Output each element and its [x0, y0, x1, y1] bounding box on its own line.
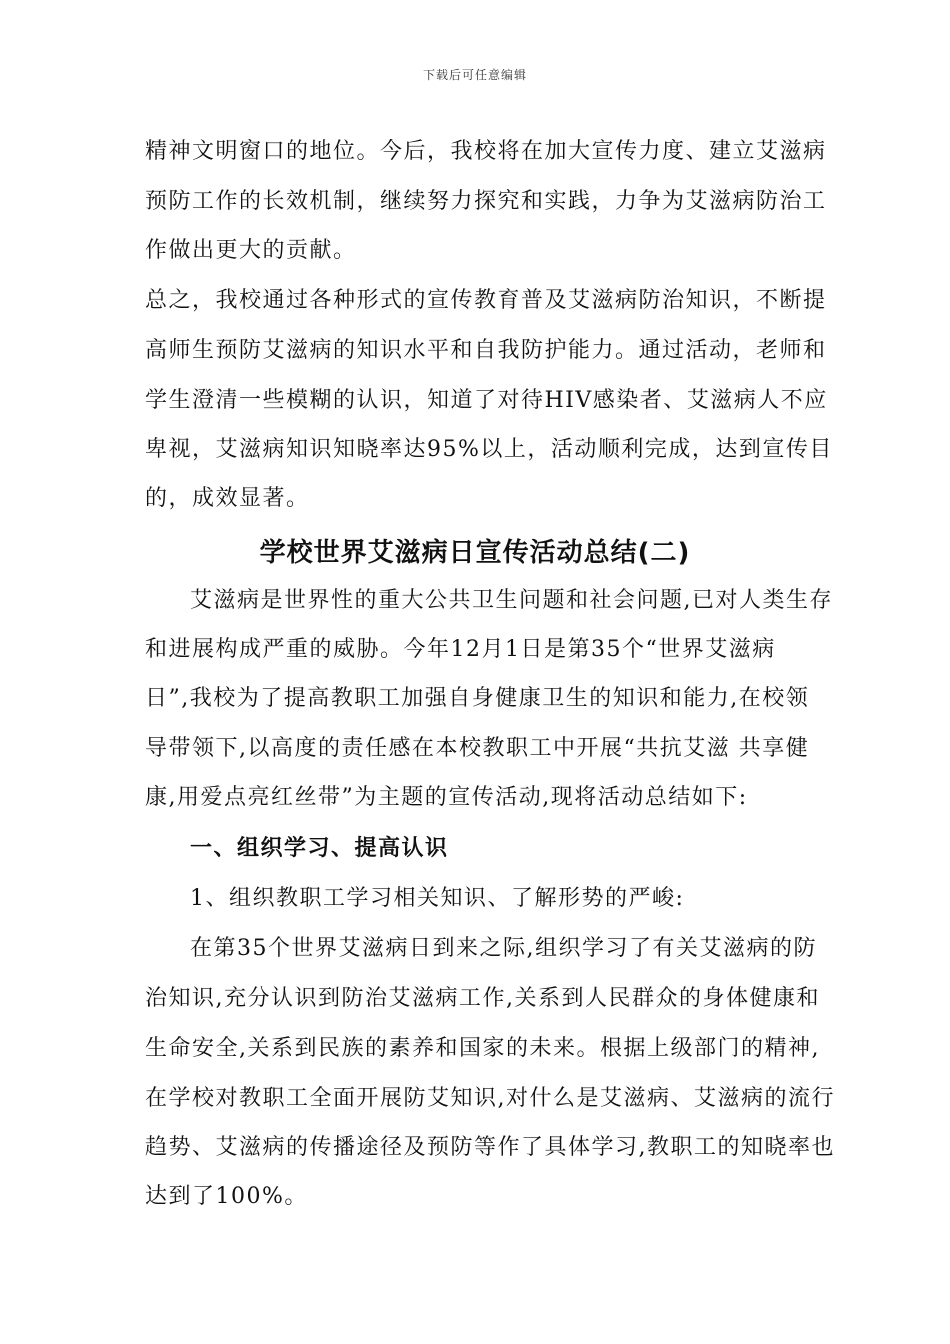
paragraph-line: 精神文明窗口的地位。今后，我校将在加大宣传力度、建立艾滋病 [145, 139, 827, 164]
paragraph-line: 卑视，艾滋病知识知晓率达95%以上，活动顺利完成，达到宣传目 [145, 437, 833, 462]
sub-heading: 1、组织教职工学习相关知识、了解形势的严峻: [190, 886, 685, 911]
section-heading: 一、组织学习、提高认识 [190, 836, 449, 861]
paragraph-line: 在学校对教职工全面开展防艾知识,对什么是艾滋病、艾滋病的流行 [145, 1086, 835, 1111]
paragraph-line: 日”,我校为了提高教职工加强自身健康卫生的知识和能力,在校领 [145, 686, 810, 711]
page-header: 下载后可任意编辑 [422, 68, 527, 82]
paragraph-line: 总之，我校通过各种形式的宣传教育普及艾滋病防治知识，不断提 [145, 288, 827, 313]
paragraph-line: 学生澄清一些模糊的认识，知道了对待HIV感染者、艾滋病人不应 [145, 388, 828, 413]
paragraph-line: 趋势、艾滋病的传播途径及预防等作了具体学习,教职工的知晓率也 [145, 1135, 835, 1160]
paragraph-line: 艾滋病是世界性的重大公共卫生问题和社会问题,已对人类生存 [190, 588, 833, 613]
paragraph-line: 康,用爱点亮红丝带”为主题的宣传活动,现将活动总结如下: [145, 785, 748, 810]
paragraph-line: 预防工作的长效机制，继续努力探究和实践，力争为艾滋病防治工 [145, 189, 827, 214]
paragraph-line: 高师生预防艾滋病的知识水平和自我防护能力。通过活动，老师和 [145, 338, 827, 363]
paragraph-line: 作做出更大的贡献。 [145, 238, 357, 263]
paragraph-line: 的，成效显著。 [145, 486, 310, 511]
paragraph-line: 治知识,充分认识到防治艾滋病工作,关系到人民群众的身体健康和 [145, 986, 820, 1011]
paragraph-line: 导带领下,以高度的责任感在本校教职工中开展“共抗艾滋 共享健 [145, 736, 810, 761]
paragraph-line: 在第35个世界艾滋病日到来之际,组织学习了有关艾滋病的防 [190, 936, 817, 961]
paragraph-line: 和进展构成严重的威胁。今年12月1日是第35个“世界艾滋病 [145, 637, 776, 662]
paragraph-line: 达到了100%。 [145, 1184, 308, 1209]
paragraph-line: 生命安全,关系到民族的素养和国家的未来。根据上级部门的精神, [145, 1036, 820, 1061]
document-title: 学校世界艾滋病日宣传活动总结(二) [259, 538, 691, 568]
